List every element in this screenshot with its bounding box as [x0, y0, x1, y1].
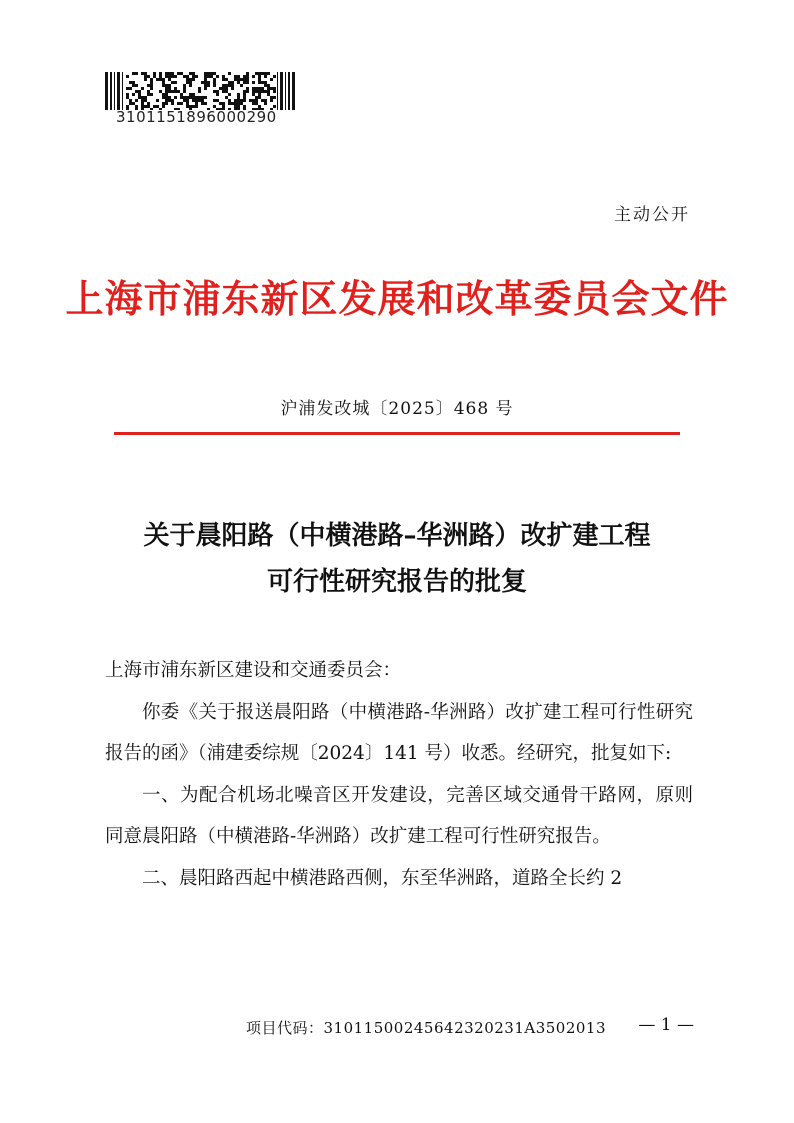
- red-divider: [114, 432, 680, 435]
- document-barcode: [105, 72, 295, 110]
- document-title: [0, 513, 794, 605]
- document-body: [105, 650, 693, 899]
- body-paragraph: 一、为配合机场北噪音区开发建设，完善区域交通骨干路网，原则同意晨阳路（中横港路-华洲路）改扩建工程可行性研究报告。: [105, 784, 693, 847]
- title-line-2: 可行性研究报告的批复: [266, 567, 527, 597]
- document-number: 沪浦发改城〔2025〕468 号: [280, 399, 514, 419]
- project-code: 项目代码：31011500245642320231A3502013: [246, 1019, 607, 1037]
- page-number: — 1 —: [638, 1015, 694, 1035]
- body-paragraph: 二、晨阳路西起中横港路西侧，东至华洲路，道路全长约 2: [142, 867, 623, 889]
- barcode-number: 3101151896000290: [116, 108, 277, 126]
- addressee: 上海市浦东新区建设和交通委员会：: [105, 660, 402, 681]
- body-paragraph: 你委《关于报送晨阳路（中横港路-华洲路）改扩建工程可行性研究报告的函》（浦建委综规〔2024〕141 号）收悉。经研究，批复如下:: [105, 701, 693, 764]
- disclosure-status: 主动公开: [614, 205, 690, 225]
- title-line-1: 关于晨阳路（中横港路–华洲路）改扩建工程: [143, 521, 651, 551]
- issuing-authority-header: 上海市浦东新区发展和改革委员会文件: [65, 276, 729, 321]
